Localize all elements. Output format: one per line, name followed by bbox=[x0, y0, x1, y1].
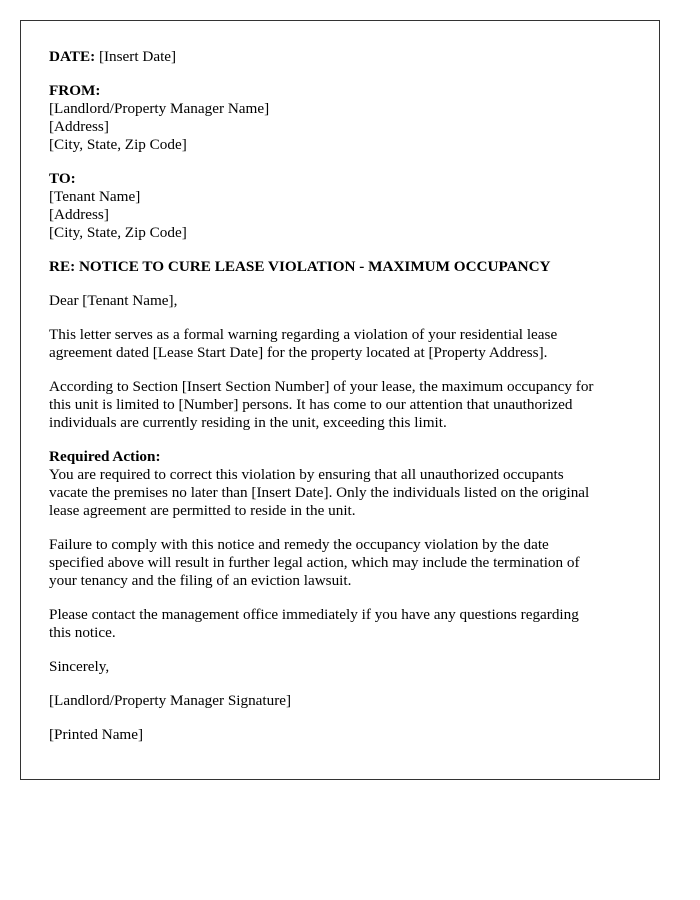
closing: Sincerely, bbox=[49, 658, 110, 675]
date-value: [Insert Date] bbox=[98, 48, 177, 65]
paragraph-line: your tenancy and the filing of an eviction lawsuit. bbox=[49, 572, 352, 589]
required-action-block bbox=[49, 448, 631, 520]
paragraph-line: vacate the premises no later than [Insert Date]. Only the individuals listed on the original bbox=[49, 484, 590, 501]
paragraph-line: agreement dated [Lease Start Date] for the property located at [Property Address]. bbox=[49, 344, 548, 361]
to-city-state-zip: [City, State, Zip Code] bbox=[49, 224, 187, 241]
to-name: [Tenant Name] bbox=[49, 188, 141, 205]
paragraph-line: Failure to comply with this notice and remedy the occupancy violation by the date bbox=[49, 536, 549, 553]
required-action-label: Required Action: bbox=[49, 448, 161, 465]
paragraph-line: According to Section [Insert Section Number] of your lease, the maximum occupancy for bbox=[49, 378, 594, 395]
from-city-state-zip: [City, State, Zip Code] bbox=[49, 136, 187, 153]
date-label: DATE: bbox=[49, 48, 96, 65]
paragraph-line: This letter serves as a formal warning regarding a violation of your residential lease bbox=[49, 326, 558, 343]
paragraph-line: Please contact the management office immediately if you have any questions regarding bbox=[49, 606, 579, 623]
paragraph-line: lease agreement are permitted to reside in the unit. bbox=[49, 502, 356, 519]
from-name: [Landlord/Property Manager Name] bbox=[49, 100, 270, 117]
paragraph-section bbox=[49, 378, 631, 432]
from-block bbox=[49, 82, 631, 154]
paragraph-contact bbox=[49, 606, 631, 642]
paragraph-line: You are required to correct this violation by ensuring that all unauthorized occupants bbox=[49, 466, 564, 483]
from-label: FROM: bbox=[49, 82, 101, 99]
to-label: TO: bbox=[49, 170, 76, 187]
to-block bbox=[49, 170, 631, 242]
subject-line: RE: NOTICE TO CURE LEASE VIOLATION - MAXIMUM OCCUPANCY bbox=[49, 258, 551, 275]
from-address: [Address] bbox=[49, 118, 109, 135]
to-address: [Address] bbox=[49, 206, 109, 223]
paragraph-line: this notice. bbox=[49, 624, 116, 641]
paragraph-line: specified above will result in further legal action, which may include the termination of bbox=[49, 554, 580, 571]
paragraph-line: this unit is limited to [Number] persons. It has come to our attention that unauthorized bbox=[49, 396, 573, 413]
signature-line: [Landlord/Property Manager Signature] bbox=[49, 692, 292, 709]
printed-name: [Printed Name] bbox=[49, 726, 144, 743]
paragraph-warning bbox=[49, 326, 631, 362]
salutation: Dear [Tenant Name], bbox=[49, 292, 178, 309]
letter-page bbox=[20, 20, 660, 780]
paragraph-line: individuals are currently residing in the unit, exceeding this limit. bbox=[49, 414, 447, 431]
paragraph-failure bbox=[49, 536, 631, 590]
date-block bbox=[49, 48, 631, 66]
